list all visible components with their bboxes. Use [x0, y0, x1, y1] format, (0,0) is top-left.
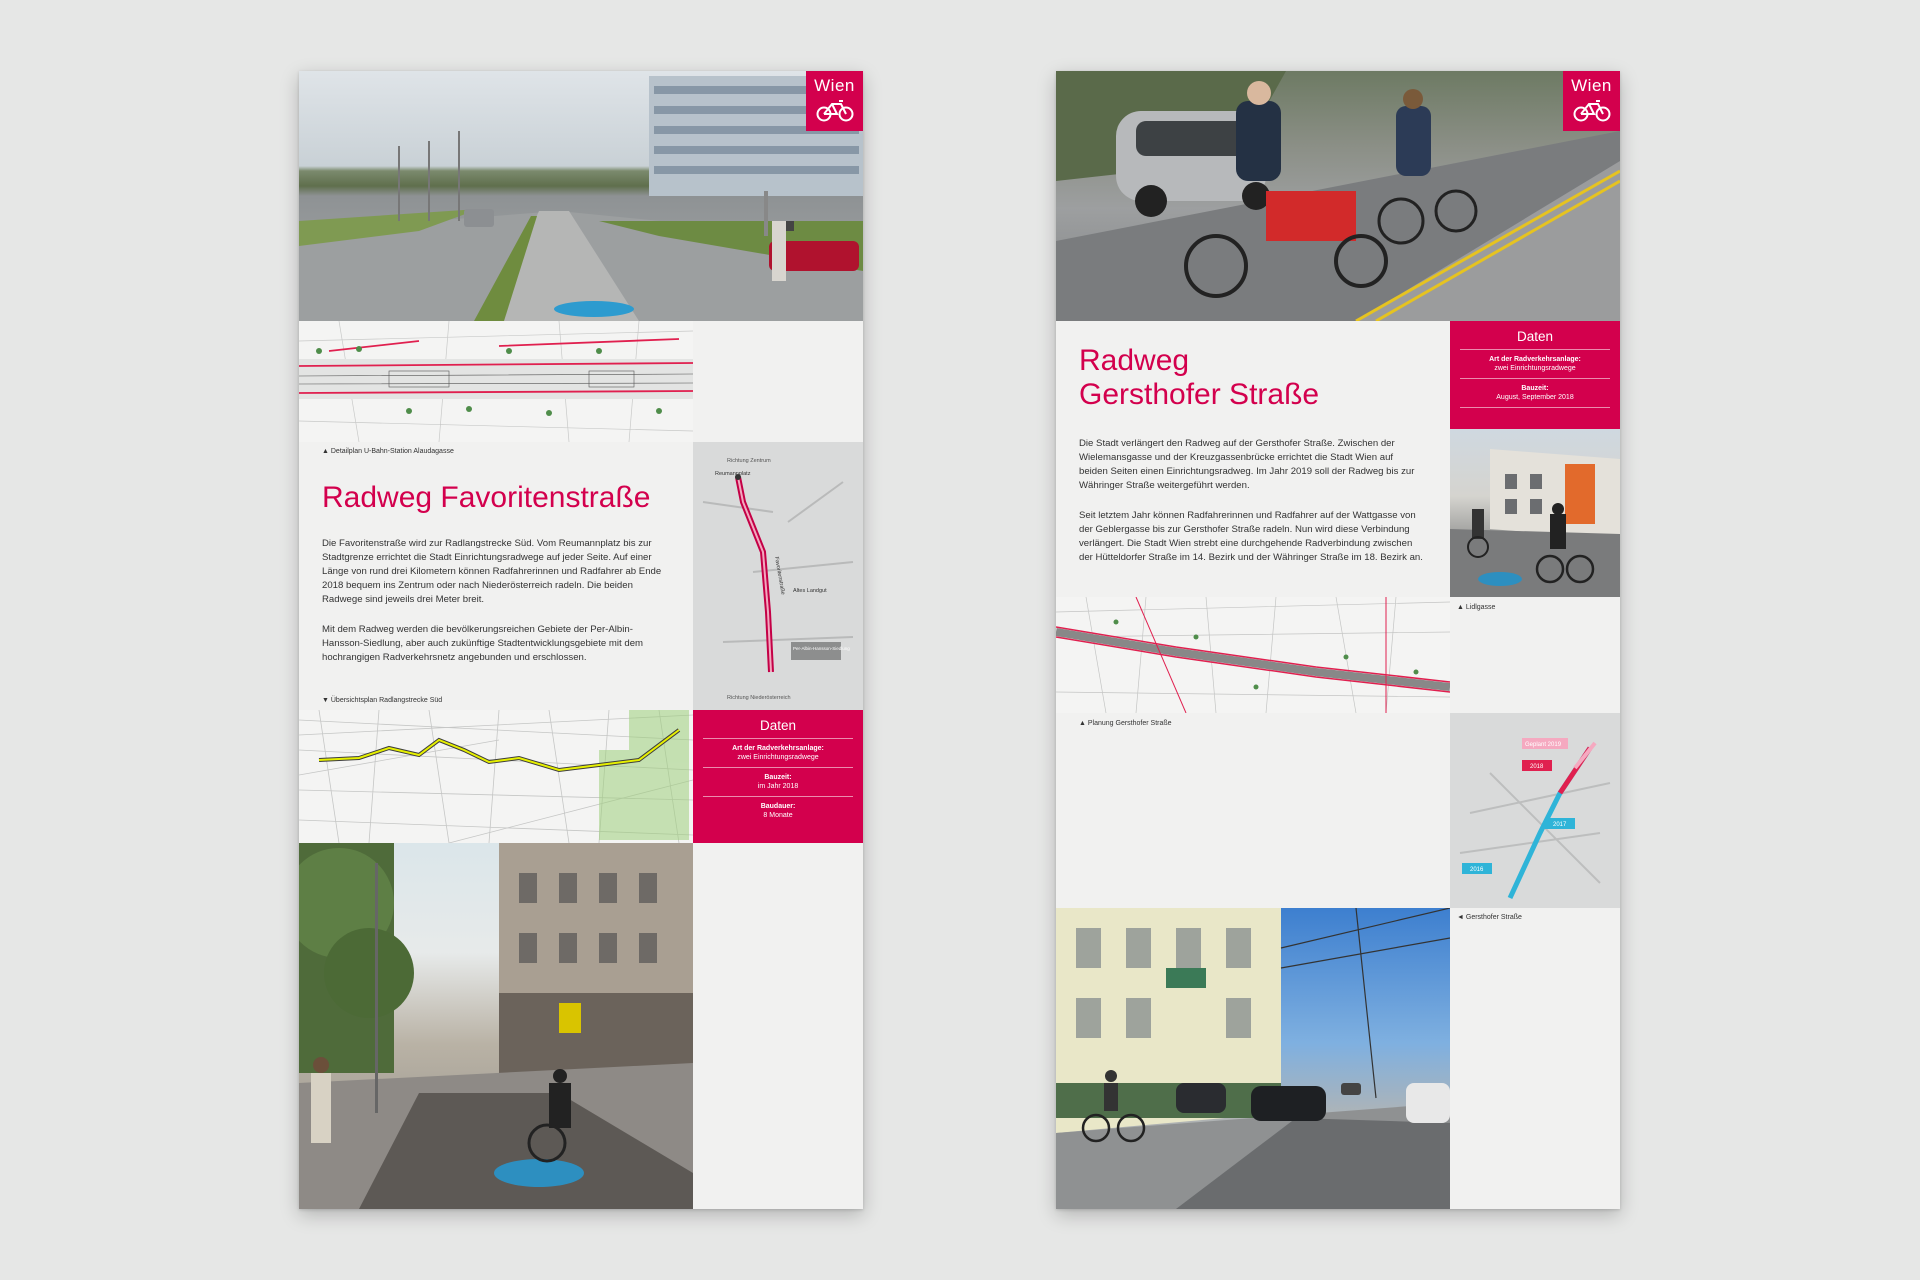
caption-lidlgasse: ▲ Lidlgasse [1457, 604, 1496, 611]
page-title-line1: Radweg [1079, 344, 1190, 377]
daten-box [1450, 321, 1620, 429]
daten-type-value: zwei Einrichtungsradwege [737, 754, 819, 761]
second-paragraph: Mit dem Radweg werden die bevölkerungsreichen Gebiete der Per-Albin-Hansson-Siedlung, aber auch zukünftige Stadtentwicklungsgebiete mit dem hochrangigen Radverkehrsnetz angebunden und erschlossen. [322, 624, 644, 663]
caption-planning-text: Planung Gersthofer Straße [1087, 720, 1172, 727]
overview-year-2016: 2016 [1470, 867, 1484, 873]
overview-year-2019: Geplant 2019 [1525, 742, 1562, 748]
caption-detail-plan: ▲ Detailplan U-Bahn-Station Alaudagasse [322, 448, 454, 455]
route-label-altes-landgut: Altes Landgut [793, 588, 827, 594]
gersthofer-overview-map [1450, 713, 1620, 908]
blank-panel [693, 321, 863, 442]
wien-logo [806, 71, 863, 131]
caption-lidlgasse-text: Lidlgasse [1465, 604, 1496, 611]
gersthofer-street-photo [1056, 908, 1450, 1209]
daten-divider [703, 767, 853, 768]
wien-logo [1563, 71, 1620, 131]
cargo-bike-photo [1056, 71, 1620, 321]
second-paragraph: Seit letztem Jahr können Radfahrerinnen und Radfahrer auf der Wattgasse von der Geblergasse bis zur Gersthofer Straße radeln. Nun wird diese Verbindung verlängert. Die Stadt Wien strebt eine durchgehende Radverbindung zwischen der Hütteldorfer Straße im 14. Bezirk und der Währinger Straße im 18. Bezirk an. [1079, 510, 1423, 563]
overview-year-2017: 2017 [1553, 822, 1567, 828]
route-south-label: Richtung Niederösterreich [727, 695, 791, 701]
page-title-line2: Gersthofer Straße [1079, 377, 1320, 411]
route-overview-map [693, 442, 863, 710]
intro-paragraph: Die Favoritenstraße wird zur Radlangstrecke Süd. Vom Reumannplatz bis zur Stadtgrenze errichtet die Stadt Einrichtungsradwege auf jeder Seite. Auf einer Länge von rund drei Kilometern können Radfahrerinnen und Radfahrer ab Ende 2018 bequem ins Zentrum oder nach Niederösterreich radeln. Die beiden Radwege sind jeweils drei Meter breit. [322, 538, 662, 605]
page-title [1079, 344, 1419, 411]
caption-gersthofer-text: Gersthofer Straße [1465, 914, 1522, 921]
wien-wordmark: Wien [814, 76, 855, 95]
caption-overview-text: Übersichtsplan Radlangstrecke Süd [330, 697, 443, 704]
daten-divider [1460, 378, 1610, 379]
daten-bauzeit-label: Bauzeit: [764, 774, 792, 781]
caption-overview: ▼ Übersichtsplan Radlangstrecke Süd [322, 697, 443, 704]
street-corner-photo [299, 843, 693, 1209]
poster-gersthofer-strasse [1056, 71, 1620, 1209]
street-rendering-photo [299, 71, 863, 321]
detail-plan-map [299, 321, 693, 442]
lidlgasse-photo [1450, 429, 1620, 597]
daten-divider [703, 796, 853, 797]
blank-panel [1450, 929, 1620, 1209]
daten-bauzeit-value: im Jahr 2018 [757, 783, 799, 790]
daten-type-label: Art der Radverkehrsanlage: [732, 745, 824, 752]
route-north-label: Richtung Zentrum [727, 458, 771, 464]
route-label-siedlung: Per-Albin-Hansson-Siedlung [793, 646, 850, 651]
daten-box [693, 710, 863, 843]
bicycle-icon [1572, 100, 1612, 122]
caption-detail-plan-text: Detailplan U-Bahn-Station Alaudagasse [330, 448, 454, 455]
wien-wordmark: Wien [1571, 76, 1612, 95]
route-label-reumannplatz: Reumannplatz [715, 471, 751, 477]
daten-dauer-value: 8 Monate [763, 812, 793, 819]
daten-dauer-label: Baudauer: [760, 803, 796, 810]
planning-map [1056, 597, 1450, 713]
page-title: Radweg Favoritenstraße [322, 481, 651, 514]
daten-type-value: zwei Einrichtungsradwege [1494, 365, 1576, 372]
blank-panel [693, 843, 863, 1209]
caption-planning: ▲ Planung Gersthofer Straße [1079, 720, 1172, 727]
intro-paragraph: Die Stadt verlängert den Radweg auf der Gersthofer Straße. Zwischen der Wielemansgasse und der Kreuzgassenbrücke errichtet die Stadt Wien auf beiden Seiten einen Einrichtungsradweg. Im Jahr 2019 soll der Radweg bis zur Währinger Straße weitergeführt werden. [1079, 438, 1415, 491]
overview-year-2018: 2018 [1530, 764, 1544, 770]
daten-heading: Daten [759, 718, 797, 733]
poster-favoritenstrasse [299, 71, 863, 1209]
daten-divider [703, 738, 853, 739]
caption-gersthofer: ◄ Gersthofer Straße [1457, 914, 1522, 921]
daten-bauzeit-value: August, September 2018 [1496, 394, 1574, 401]
daten-bauzeit-label: Bauzeit: [1521, 385, 1549, 392]
bicycle-icon [815, 100, 855, 122]
radlangstrecke-overview-map [299, 710, 693, 843]
daten-divider [1460, 349, 1610, 350]
daten-type-label: Art der Radverkehrsanlage: [1489, 356, 1581, 363]
daten-heading: Daten [1516, 329, 1554, 344]
daten-divider [1460, 407, 1610, 408]
route-label-favoritenstrasse: Favoritenstraße [773, 556, 786, 596]
